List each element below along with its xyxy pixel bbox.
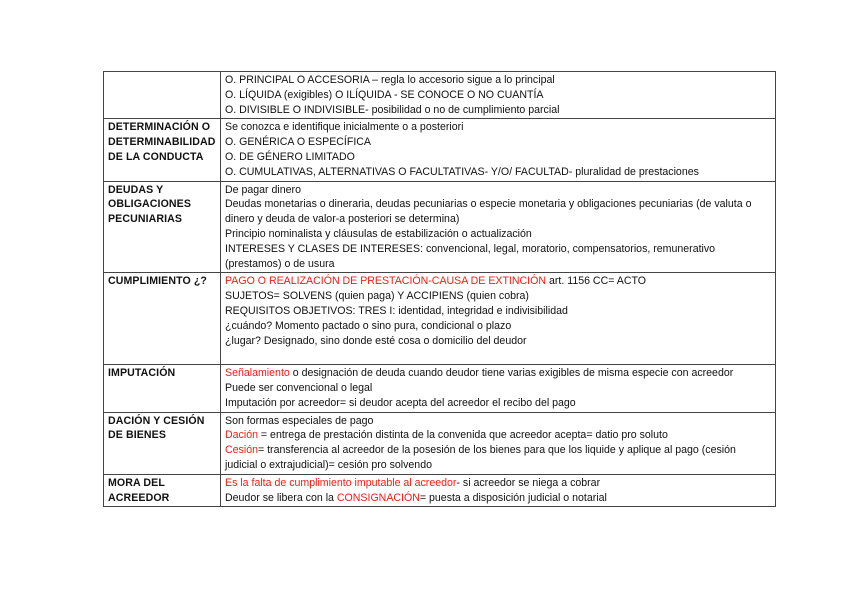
highlighted-text: CONSIGNACIÓN (336, 491, 420, 504)
content-line: Son formas especiales de pago (225, 414, 374, 427)
row-content (221, 474, 776, 507)
table-row-dacion-cesion (104, 412, 776, 474)
row-heading: MORA DEL ACREEDOR (104, 474, 221, 507)
row-heading: DACIÓN Y CESIÓN DE BIENES (104, 412, 221, 474)
content-line: Puede ser convencional o legal (225, 381, 373, 394)
content-line (225, 491, 771, 506)
row-content (221, 72, 776, 119)
content-line: Imputación por acreedor= si deudor acepta del acreedor el recibo del pago (225, 396, 576, 409)
highlighted-text: PAGO O REALIZACIÓN DE PRESTACIÓN-CAUSA DE EXTINCIÓN (225, 275, 547, 288)
content-line (225, 443, 771, 473)
content-text: - si acreedor se niega a cobrar (456, 476, 601, 489)
content-line: REQUISITOS OBJETIVOS: TRES I: identidad, integridad e indivisibilidad (225, 304, 568, 317)
content-line: O. DIVISIBLE O INDIVISIBLE- posibilidad o no de cumplimiento parcial (225, 103, 560, 116)
content-line: O. GENÉRICA O ESPECÍFICA (225, 136, 371, 149)
content-line: Se conozca e identifique inicialmente o a posteriori (225, 121, 464, 134)
table-row-deudas-pecuniarias (104, 181, 776, 273)
row-heading: CUMPLIMIENTO ¿? (104, 273, 221, 365)
row-heading: DEUDAS Y OBLIGACIONES PECUNIARIAS (104, 181, 221, 273)
content-line (225, 366, 771, 381)
content-text: = puesta a disposición judicial o notarial (419, 491, 607, 504)
content-line: INTERESES Y CLASES DE INTERESES: convencional, legal, moratorio, compensatorios, remunerativo (prestamos) o de usura (225, 242, 716, 270)
content-line: ¿cuándo? Momento pactado o sino pura, condicional o plazo (225, 319, 512, 332)
content-text: Deudor se libera con la (225, 491, 337, 504)
content-line: Deudas monetarias o dineraria, deudas pecuniarias o especie monetaria y obligaciones pecuniarias (de valuta o dinero y deuda de valor-a posteriori se determina) (225, 198, 752, 226)
content-line: Principio nominalista y cláusulas de estabilización o actualización (225, 227, 532, 240)
row-content (221, 181, 776, 273)
table-row-imputacion (104, 365, 776, 412)
content-line (225, 476, 771, 491)
content-text: = transferencia al acreedor de la posesión de los bienes para que los liquide y aplique al pago (cesión judicial o extrajudicial)= cesión pro solvendo (225, 444, 736, 471)
highlighted-text: Es la falta de cumplimiento imputable al acreedor (225, 476, 457, 489)
obligations-table (103, 71, 776, 507)
highlighted-text: Cesión (225, 444, 258, 457)
content-line (225, 274, 771, 289)
table-row-clasificacion (104, 72, 776, 119)
content-line: O. CUMULATIVAS, ALTERNATIVAS O FACULTATIVAS- Y/O/ FACULTAD- pluralidad de prestaciones (225, 165, 699, 178)
content-line: O. PRINCIPAL O ACCESORIA – regla lo accesorio sigue a lo principal (225, 74, 555, 86)
highlighted-text: Dación (225, 429, 258, 442)
row-content (221, 412, 776, 474)
table-row-cumplimiento (104, 273, 776, 365)
table-row-determinacion (104, 119, 776, 181)
row-content (221, 273, 776, 365)
table-row-mora-acreedor (104, 474, 776, 507)
content-line: De pagar dinero (225, 183, 301, 196)
blank-line (225, 348, 771, 363)
highlighted-text: Señalamiento (225, 367, 290, 380)
content-line: O. LÍQUIDA (exigibles) O ILÍQUIDA - SE CONOCE O NO CUANTÍA (225, 88, 544, 101)
content-text: art. 1156 CC= ACTO (546, 275, 647, 288)
content-line (225, 428, 771, 443)
content-line: ¿lugar? Designado, sino donde esté cosa o domicilio del deudor (225, 334, 527, 347)
row-heading: IMPUTACIÓN (104, 365, 221, 412)
row-heading: DETERMINACIÓN O DETERMINABILIDAD DE LA CONDUCTA (104, 119, 221, 181)
content-text: = entrega de prestación distinta de la convenida que acreedor acepta= datio pro soluto (257, 429, 668, 442)
content-text: o designación de deuda cuando deudor tiene varias exigibles de misma especie con acreedor (289, 367, 734, 380)
content-line: O. DE GÉNERO LIMITADO (225, 150, 355, 163)
row-content (221, 119, 776, 181)
row-heading (104, 72, 221, 119)
content-line: SUJETOS= SOLVENS (quien paga) Y ACCIPIENS (quien cobra) (225, 290, 529, 303)
row-content (221, 365, 776, 412)
